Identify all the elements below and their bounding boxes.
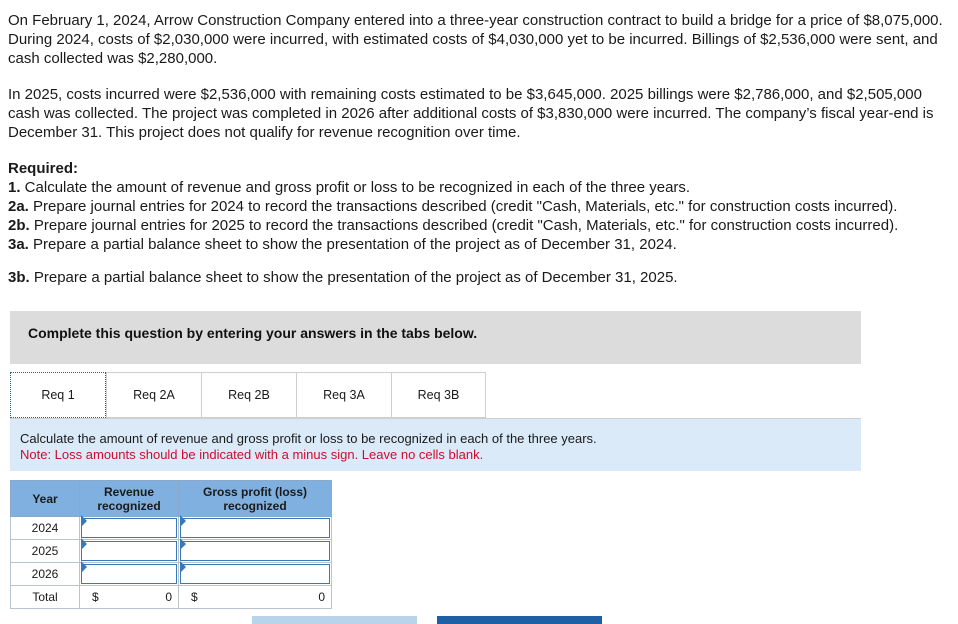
tab-req-2a[interactable]: Req 2A (106, 372, 202, 418)
year-cell: 2026 (11, 563, 80, 586)
table-row (11, 563, 332, 586)
problem-paragraph-2: In 2025, costs incurred were $2,536,000 with remaining costs estimated to be $3,645,000. 2025 billings were $2,786,000, and $2,505,000 cash was collected. The project was completed in 2026 after additional costs of $3,830,000 were incurred. The company’s fiscal year-end is December 31. This project does not qualify for revenue recognition over time. (8, 86, 934, 141)
instruction-text: Calculate the amount of revenue and gross profit or loss to be recognized in each of the three years. (20, 431, 597, 446)
gross-profit-input-2024[interactable] (179, 517, 332, 540)
required-section (8, 159, 943, 254)
year-cell: 2025 (11, 540, 80, 563)
tab-instructions (10, 419, 861, 471)
revenue-input-2024[interactable] (80, 517, 179, 540)
required-item-1: 1. Calculate the amount of revenue and gross profit or loss to be recognized in each of the three years. (8, 179, 691, 196)
required-item-2a: 2a. Prepare journal entries for 2024 to record the transactions described (credit "Cash, Materials, etc." for construction costs incurred). (8, 198, 898, 215)
required-item-3b: 3b. Prepare a partial balance sheet to show the presentation of the project as of December 31, 2025. (8, 269, 678, 286)
header-year: Year (11, 481, 80, 517)
required-item-3a: 3a. Prepare a partial balance sheet to show the presentation of the project as of December 31, 2024. (8, 236, 677, 253)
banner-text: Complete this question by entering your answers in the tabs below. (28, 325, 478, 341)
total-row (11, 586, 332, 609)
required-item-2b: 2b. Prepare journal entries for 2025 to record the transactions described (credit "Cash, Materials, etc." for construction costs incurred). (8, 217, 899, 234)
currency-symbol: $ (191, 590, 198, 604)
table-row (11, 540, 332, 563)
total-gross-profit-value: 0 (318, 590, 325, 604)
instruction-banner (10, 311, 861, 364)
revenue-input-2025[interactable] (80, 540, 179, 563)
gross-profit-input-2026[interactable] (179, 563, 332, 586)
tab-req-3b[interactable]: Req 3B (391, 372, 486, 418)
revenue-input-2026[interactable] (80, 563, 179, 586)
year-cell: 2024 (11, 517, 80, 540)
gross-profit-input-2025[interactable] (179, 540, 332, 563)
problem-paragraph-1: On February 1, 2024, Arrow Construction Company entered into a three-year construction contract to build a bridge for a price of $8,075,000. During 2024, costs of $2,030,000 were incurred, with estimated costs of $4,030,000 yet to be incurred. Billings of $2,536,000 were sent, and cash collected was $2,280,000. (8, 12, 943, 67)
next-tab-button[interactable] (437, 616, 602, 624)
currency-symbol: $ (92, 590, 99, 604)
total-label: Total (11, 586, 80, 609)
tab-req-1[interactable]: Req 1 (10, 372, 106, 418)
total-revenue-value: 0 (165, 590, 172, 604)
required-heading: Required: (8, 160, 79, 177)
tab-req-2b[interactable]: Req 2B (201, 372, 297, 418)
previous-tab-button[interactable] (252, 616, 417, 624)
header-revenue: Revenue recognized (80, 481, 179, 517)
total-revenue (80, 586, 179, 609)
header-gross-profit: Gross profit (loss) recognized (179, 481, 332, 517)
instruction-note: Note: Loss amounts should be indicated with a minus sign. Leave no cells blank. (20, 447, 484, 462)
total-gross-profit (179, 586, 332, 609)
table-row (11, 517, 332, 540)
answer-table (10, 480, 332, 609)
tab-req-3a[interactable]: Req 3A (296, 372, 392, 418)
